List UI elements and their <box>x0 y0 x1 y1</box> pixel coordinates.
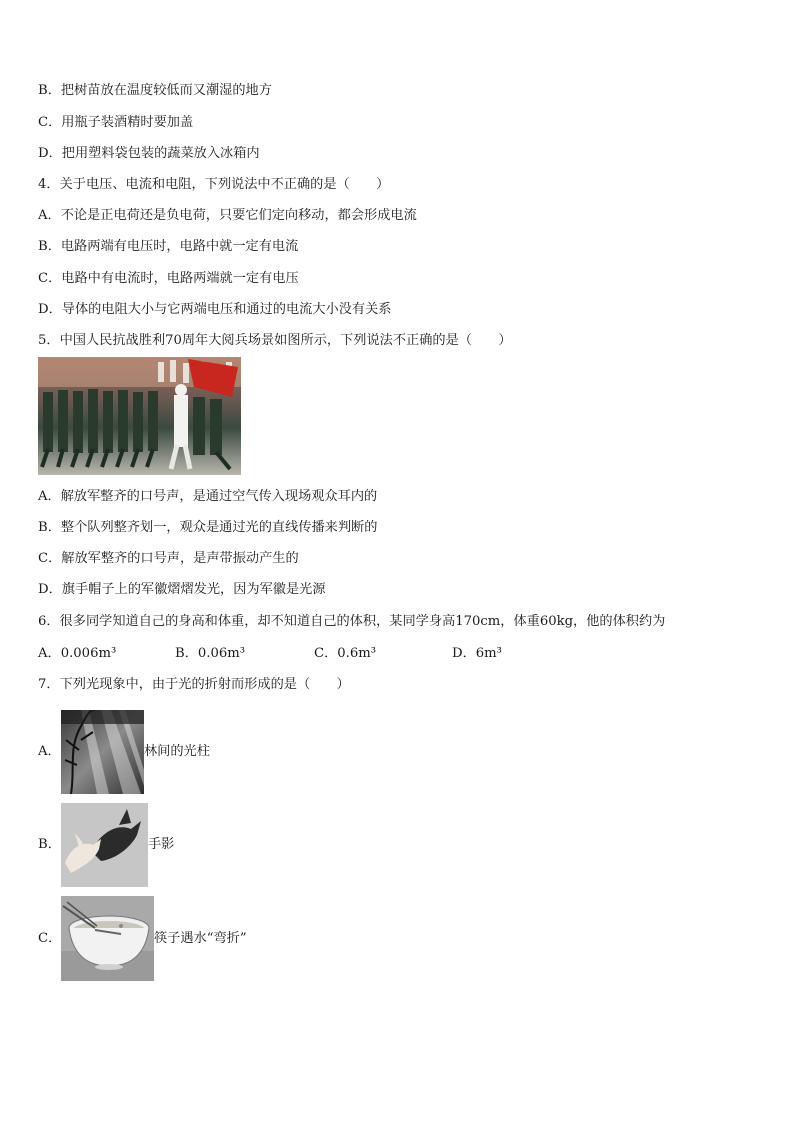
q7-option-b-letter: B． <box>38 837 61 852</box>
q6-stem: 6．很多同学知道自己的身高和体重，却不知道自己的体积，某同学身高170cm，体重60kg，他的体积约为 <box>38 614 666 629</box>
q7-stem: 7．下列光现象中，由于光的折射而形成的是（ ） <box>38 677 350 692</box>
q6-option-c: C．0.6m³ <box>314 646 377 661</box>
q4-option-c: C．电路中有电流时，电路两端就一定有电压 <box>38 271 299 286</box>
q4-stem: 4．关于电压、电流和电阻，下列说法中不正确的是（ ） <box>38 177 390 192</box>
q7-option-a-caption: 林间的光柱 <box>144 744 210 759</box>
q5-stem: 5．中国人民抗战胜利70周年大阅兵场景如图所示，下列说法不正确的是（ ） <box>38 333 512 348</box>
q5-option-d: D．旗手帽子上的军徽熠熠发光，因为军徽是光源 <box>38 582 326 597</box>
q5-option-b: B．整个队列整齐划一，观众是通过光的直线传播来判断的 <box>38 520 378 535</box>
q7-option-c-caption: 筷子遇水“弯折” <box>154 931 247 946</box>
q3-option-d: D．把用塑料袋包装的蔬菜放入冰箱内 <box>38 146 260 161</box>
q7-option-c-letter: C． <box>38 931 62 946</box>
q6-options <box>38 645 738 663</box>
q5-option-c: C．解放军整齐的口号声，是声带振动产生的 <box>38 551 299 566</box>
parade-photo-drawing <box>38 357 241 475</box>
forest-light-drawing <box>61 710 144 794</box>
q3-option-b: B．把树苗放在温度较低而又潮湿的地方 <box>38 83 272 98</box>
q6-option-b: B．0.06m³ <box>175 646 246 661</box>
hand-shadow-photo <box>61 803 148 887</box>
q5-option-a: A．解放军整齐的口号声，是通过空气传入现场观众耳内的 <box>38 489 378 504</box>
q6-option-a: A．0.006m³ <box>38 646 117 661</box>
forest-light-photo <box>61 710 144 794</box>
chopsticks-bowl-photo <box>61 896 154 981</box>
q4-option-d: D．导体的电阻大小与它两端电压和通过的电流大小没有关系 <box>38 302 392 317</box>
parade-photo <box>38 357 241 475</box>
q7-option-b-caption: 手影 <box>148 837 175 852</box>
q4-option-a: A．不论是正电荷还是负电荷，只要它们定向移动，都会形成电流 <box>38 208 417 223</box>
q4-option-b: B．电路两端有电压时，电路中就一定有电流 <box>38 239 299 254</box>
chopsticks-bowl-drawing <box>61 896 154 981</box>
q6-option-d: D．6m³ <box>452 646 502 661</box>
q7-option-a-letter: A． <box>38 744 61 759</box>
q3-option-c: C．用瓶子装酒精时要加盖 <box>38 115 194 130</box>
hand-shadow-drawing <box>61 803 148 887</box>
